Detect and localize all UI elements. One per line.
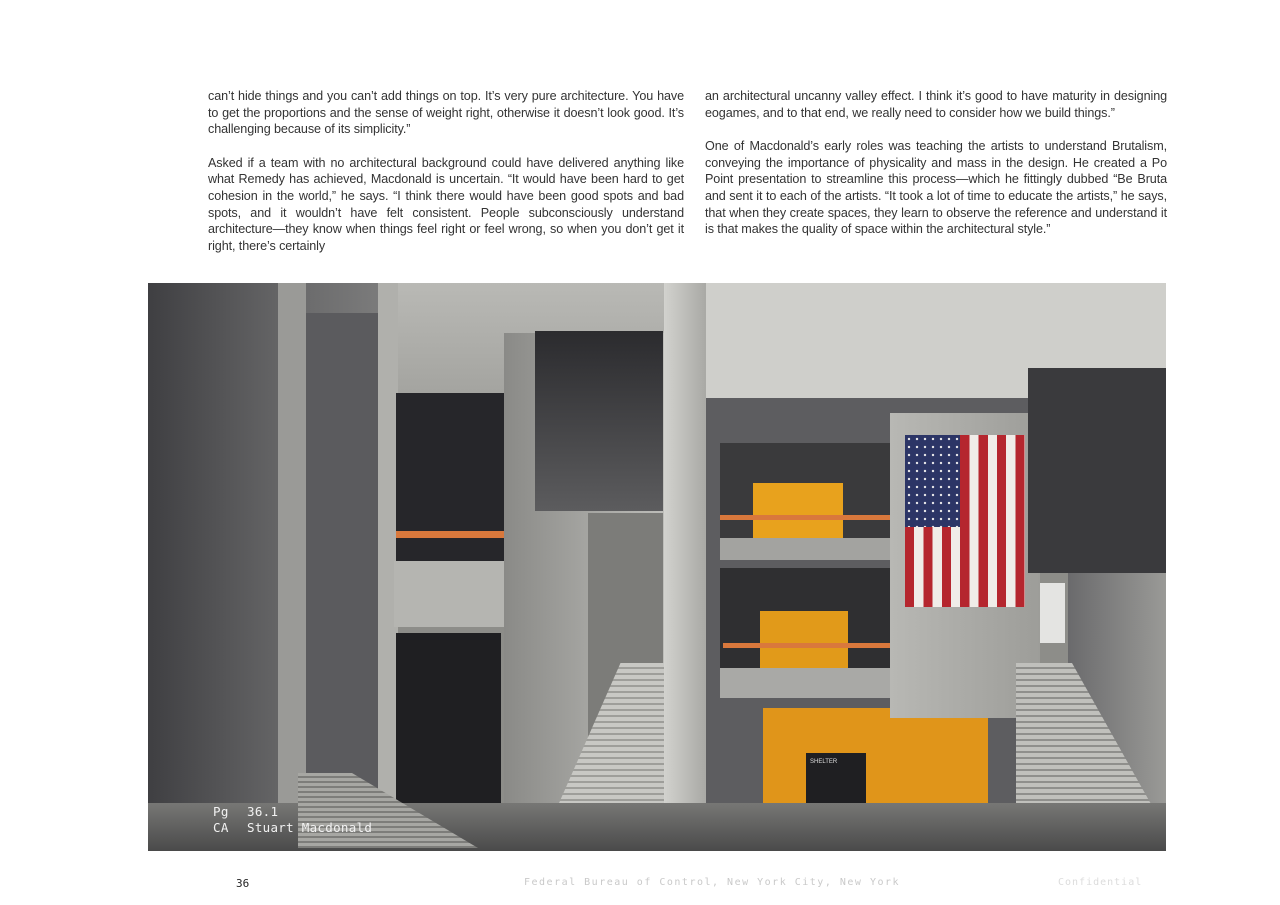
caption-pg-label: Pg [213, 804, 229, 819]
photo-caption-artist [213, 820, 372, 835]
article-paragraph: an architectural uncanny valley effect. I think it’s good to have maturity in designing eogames, and to that end, we really need to consider how we build things.” [705, 89, 1167, 120]
caption-ca-label: CA [213, 820, 229, 835]
article-paragraph: can’t hide things and you can’t add things on top. It’s very pure architecture. You have to get the proportions and the sense of weight right, otherwise it doesn’t look good. It’s challenging because of its simplicity.” [208, 89, 684, 137]
brutalist-atrium-photo [148, 283, 1166, 851]
shelter-sign: SHELTER [810, 759, 838, 765]
article-left-column [208, 88, 684, 271]
photo-caption-page [213, 804, 278, 819]
caption-pg-value: 36.1 [247, 804, 279, 819]
caption-ca-value: Stuart Macdonald [247, 820, 373, 835]
footer-location-text: Federal Bureau of Control, New York City, New York [524, 877, 901, 888]
article-paragraph: One of Macdonald’s early roles was teaching the artists to understand Brutalism, conveying the importance of physicality and mass in the design. He created a Po Point presentation to streamline this process—which he fittingly dubbed “Be Bruta and sent it to each of the artists. “It took a lot of time to educate the artists,” he says, that when they create spaces, they learn to observe the reference and understand it is that makes the quality of space within the architectural style.” [705, 138, 1167, 237]
page-number: 36 [236, 877, 250, 890]
article-paragraph: Asked if a team with no architectural background could have delivered anything like what Remedy has achieved, Macdonald is uncertain. “It would have been hard to get cohesion in the world,” he says. “I think there would have been good spots and bad spots, and it wouldn’t have felt consistent. People subconsciously understand architecture—they know when things feel right or feel wrong, so when you don’t get it right, there’s certainly [208, 155, 684, 254]
article-right-column [705, 88, 1167, 255]
footer-confidential-text: Confidential [1058, 877, 1143, 888]
american-flag-image [905, 435, 1025, 607]
